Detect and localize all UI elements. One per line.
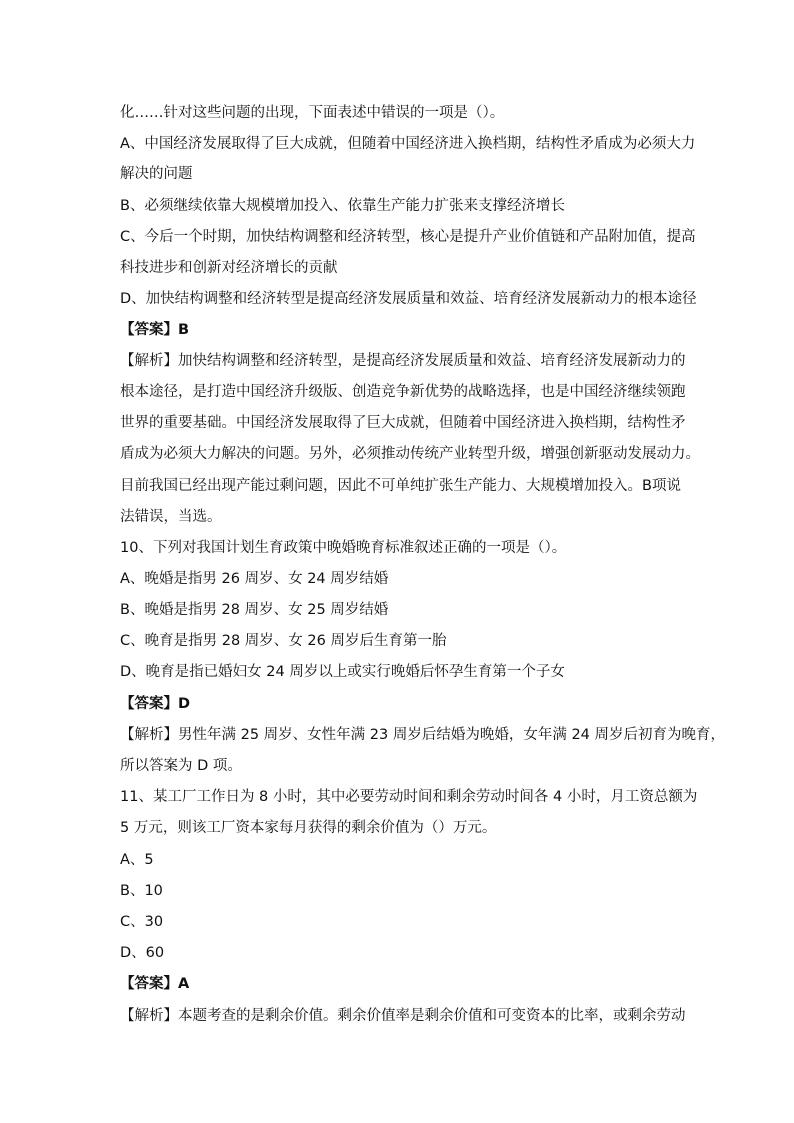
- question-9-analysis-line-3: 世界的重要基础。中国经济发展取得了巨大成就，但随着中国经济进入换档期，结构性矛: [120, 415, 686, 431]
- question-11-analysis: 【解析】本题考查的是剩余价值。剩余价值率是剩余价值和可变资本的比率，或剩余劳动: [120, 1008, 686, 1024]
- question-11-option-b: B、10: [120, 883, 163, 899]
- question-9-analysis-line-4: 盾成为必须大力解决的问题。另外，必须推动传统产业转型升级，增强创新驱动发展动力。: [120, 446, 700, 462]
- question-9-option-a-cont: 解决的问题: [120, 166, 193, 182]
- question-10-analysis: 【解析】男性年满 25 周岁、女性年满 23 周岁后结婚为晚婚，女年满 24 周岁后初育为晚育，: [120, 727, 726, 743]
- question-9-analysis-line-2: 根本途径，是打造中国经济升级版、创造竞争新优势的战略选择，也是中国经济继续领跑: [120, 384, 686, 400]
- question-10-option-a: A、晚婚是指男 26 周岁、女 24 周岁结婚: [120, 571, 389, 587]
- question-10-option-d: D、晚育是指已婚妇女 24 周岁以上或实行晚婚后怀孕生育第一个子女: [120, 664, 565, 680]
- question-11-option-c: C、30: [120, 914, 164, 930]
- question-9-analysis-line-5: 目前我国已经出现产能过剩问题，因此不可单纯扩张生产能力、大规模增加投入。B项说: [120, 478, 681, 494]
- question-10-answer: 【答案】D: [120, 696, 191, 712]
- question-9-option-d: D、加快结构调整和经济转型是提高经济发展质量和效益、培育经济发展新动力的根本途径: [120, 291, 697, 307]
- question-11-stem: 11、某工厂工作日为 8 小时，其中必要劳动时间和剩余劳动时间各 4 小时，月工资总额为: [120, 789, 698, 805]
- question-9-stem-end: 化……针对这些问题的出现，下面表述中错误的一项是（）。: [120, 105, 505, 121]
- question-11-answer: 【答案】A: [120, 976, 190, 992]
- question-10-option-b: B、晚婚是指男 28 周岁、女 25 周岁结婚: [120, 602, 389, 618]
- question-11-option-a: A、5: [120, 852, 154, 868]
- question-9-option-c-cont: 科技进步和创新对经济增长的贡献: [120, 260, 338, 276]
- question-10-stem: 10、下列对我国计划生育政策中晚婚晚育标准叙述正确的一项是（）。: [120, 540, 567, 556]
- question-11-stem-line-2: 5 万元，则该工厂资本家每月获得的剩余价值为（）万元。: [120, 820, 497, 836]
- question-9-analysis-line-6: 法错误，当选。: [120, 509, 222, 525]
- question-9-answer: 【答案】B: [120, 322, 190, 338]
- question-9-option-b: B、必须继续依靠大规模增加投入、依靠生产能力扩张来支撑经济增长: [120, 198, 565, 214]
- question-9-analysis: 【解析】加快结构调整和经济转型，是提高经济发展质量和效益、培育经济发展新动力的: [120, 353, 686, 369]
- question-9-option-c: C、今后一个时期，加快结构调整和经济转型，核心是提升产业价值链和产品附加值，提高: [120, 229, 696, 245]
- question-10-option-c: C、晚育是指男 28 周岁、女 26 周岁后生育第一胎: [120, 633, 447, 649]
- question-10-analysis-line-2: 所以答案为 D 项。: [120, 758, 242, 774]
- question-9-option-a: A、中国经济发展取得了巨大成就，但随着中国经济进入换档期，结构性矛盾成为必须大力: [120, 136, 696, 152]
- question-11-option-d: D、60: [120, 945, 165, 961]
